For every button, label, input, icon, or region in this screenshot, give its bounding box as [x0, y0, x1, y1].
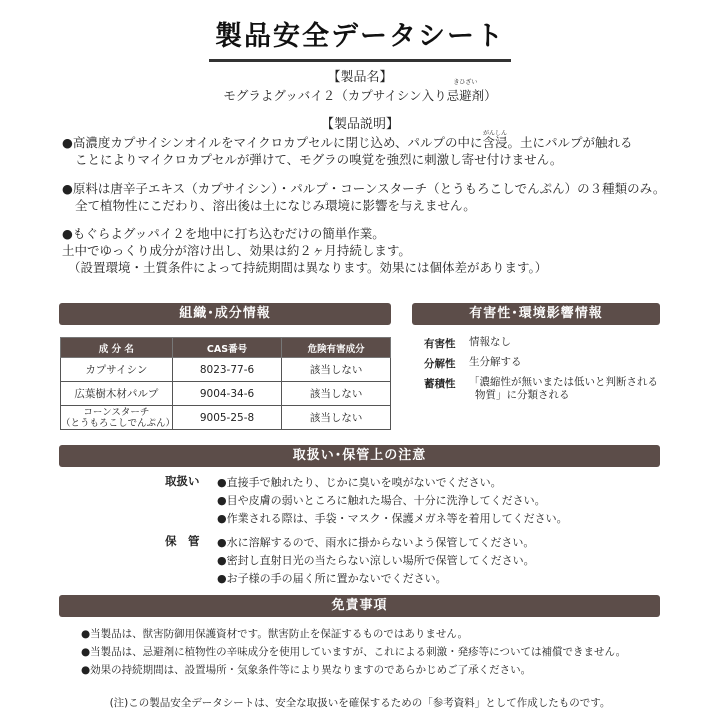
desc-line: ことによりマイクロカプセルが弾けて、モグラの嗅覚を強烈に刺激し寄せ付けません。 [75, 152, 563, 167]
cell-line: コーンスターチ [83, 406, 150, 418]
description-heading: 【製品説明】 [320, 117, 399, 132]
list-item: ●作業される際は、手袋・マスク・保護メガネ等を着用してください。 [217, 512, 568, 525]
list-item: ●密封し直射日光の当たらない涼しい場所で保管してください。 [217, 554, 535, 567]
table-cell [61, 406, 176, 430]
product-name-text: モグラよグッバイ２（カプサイシン入り [223, 88, 447, 103]
handling-label: 取扱い [165, 474, 200, 488]
desc-text: 。土にパルプが触れる [507, 135, 633, 150]
desc-line: （設置環境・土質条件によって持続期間は異なります。効果には個体差があります。） [68, 260, 548, 275]
list-item: ●直接手で触れたり、じかに臭いを嗅がないでください。 [217, 476, 502, 489]
desc-text: ●高濃度カプサイシンオイルをマイクロカプセルに閉じ込め、パルプの中に [62, 135, 483, 150]
desc-line: ●原料は唐辛子エキス（カプサイシン）・パルプ・コーンスターチ（とうもろこしでんぷん）の３種類のみ。 [62, 181, 666, 196]
table-cell: 9004-34-6 [172, 382, 282, 406]
ruby-reading: がんしん [482, 130, 507, 137]
desc-line: ●もぐらよグッパイ２を地中に打ち込むだけの簡単作業。 [62, 226, 385, 241]
product-name-close: ） [484, 88, 497, 103]
table-cell: 9005-25-8 [172, 406, 282, 430]
table-cell: 該当しない [282, 382, 391, 406]
table-header-row [61, 338, 391, 358]
table-cell: 該当しない [282, 358, 391, 382]
column-header: CAS番号 [172, 338, 282, 358]
disclaimer-heading: 免責事項 [59, 595, 660, 617]
list-item: ●水に溶解するので、雨水に掛からないよう保管してください。 [217, 536, 535, 549]
column-header: 成 分 名 [61, 338, 173, 358]
ruby-base: 含浸 [482, 135, 508, 150]
cell-line: （とうもろこしでんぷん） [61, 417, 176, 429]
table-row [61, 406, 391, 430]
hazard-value: 生分解する [469, 356, 522, 368]
table-cell: 8023-77-6 [172, 358, 282, 382]
hazard-value: 情報なし [469, 336, 511, 348]
hazard-value [469, 376, 669, 402]
description-paragraph-1 [62, 130, 702, 168]
ruby-reading: きひざい [453, 79, 478, 86]
hazard-key: 有害性 [424, 338, 456, 350]
composition-heading: 組織･成分情報 [59, 303, 391, 325]
composition-table [60, 337, 391, 430]
product-name [0, 79, 720, 104]
value-line: 物質」に分類される [475, 389, 570, 401]
list-item: ●当製品は、獣害防御用保護資材です。獣害防止を保証するものではありません。 [81, 628, 468, 640]
table-cell: 広葉樹木材パルプ [61, 382, 173, 406]
ruby-base: 忌避剤 [446, 88, 485, 103]
product-name-ruby [446, 79, 485, 104]
desc-line [62, 130, 702, 151]
product-heading: 【製品名】 [327, 70, 393, 85]
document-title-wrap [0, 14, 720, 62]
footnote: (注)この製品安全データシートは、安全な取扱いを確保するための「参考資料」として作成したものです。 [109, 697, 611, 709]
hazard-key: 分解性 [424, 358, 456, 370]
desc-ruby [482, 130, 508, 151]
table-cell: 該当しない [282, 406, 391, 430]
description-paragraph-2 [62, 180, 702, 214]
desc-line: 全て植物性にこだわり、溶出後は土になじみ環境に影響を与えません。 [75, 198, 476, 213]
desc-line: 土中でゆっくり成分が溶け出し、効果は約２ヶ月持続します。 [62, 243, 411, 258]
description-paragraph-3 [62, 225, 702, 276]
list-item: ●目や皮膚の弱いところに触れた場合、十分に洗浄してください。 [217, 494, 546, 507]
column-header: 危険有害成分 [282, 338, 391, 358]
handling-heading: 取扱い･保管上の注意 [59, 445, 660, 467]
hazard-key: 蓄積性 [424, 378, 456, 390]
storage-label: 保 管 [165, 534, 200, 548]
list-item: ●効果の持続期間は、設置場所・気象条件等により異なりますのであらかじめご了承ください。 [81, 664, 532, 676]
document-title: 製品安全データシート [209, 14, 511, 62]
value-line: 「濃縮性が無いまたは低いと判断される [469, 376, 658, 388]
table-cell: カプサイシン [61, 358, 173, 382]
list-item: ●当製品は、忌避剤に植物性の辛味成分を使用していますが、これによる刺激・発疹等については補償できません。 [81, 646, 627, 658]
table-row [61, 382, 391, 406]
table-row [61, 358, 391, 382]
list-item: ●お子様の手の届く所に置かないでください。 [217, 572, 447, 585]
hazard-heading: 有害性･環境影響情報 [412, 303, 660, 325]
